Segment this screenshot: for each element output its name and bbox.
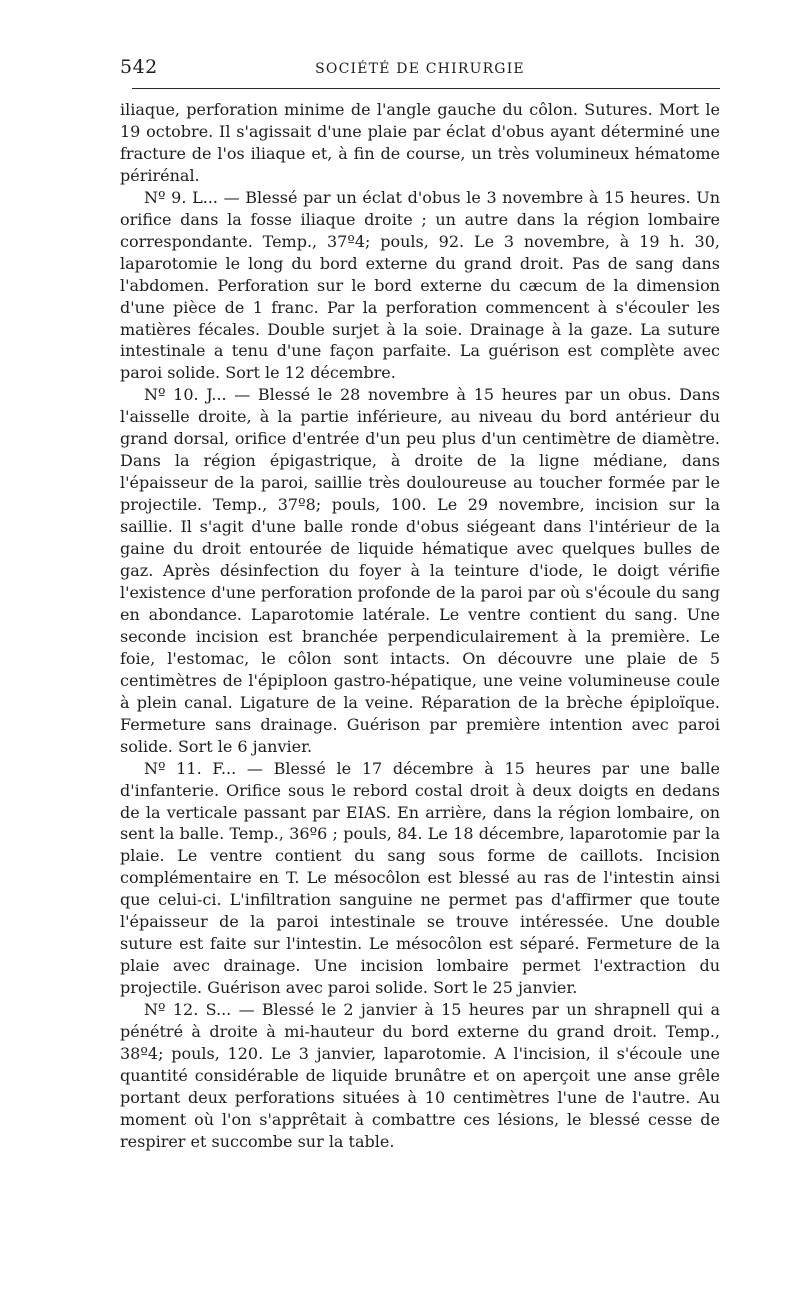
paragraph-case-12: Nº 12. S... — Blessé le 2 janvier à 15 heures par un shrapnell qui a pénétré à droite à mi-hauteur du bord externe du grand droit. Temp., 38º4; pouls, 120. Le 3 janvier, laparotomie. A l'incision, il s'écoule une quantité considérable de liquide brunâtre et on aperçoit une anse grêle portant deux perforations situées à 10 centimètres l'une de l'autre. Au moment où l'on s'apprêtait à combattre ces lésions, le blessé cesse de respirer et succombe sur la table. (120, 1000, 720, 1151)
page-number: 542 (120, 56, 158, 78)
paragraph-case-10: Nº 10. J... — Blessé le 28 novembre à 15 heures par un obus. Dans l'aisselle droite, à la partie inférieure, au niveau du bord antérieur du grand dorsal, orifice d'entrée d'un peu plus d'un centimètre de diamètre. Dans la région épigastrique, à droite de la ligne médiane, dans l'épaisseur de la paroi, saillie très douloureuse au toucher formée par le projectile. Temp., 37º8; pouls, 100. Le 29 novembre, incision sur la saillie. Il s'agit d'une balle ronde d'obus siégeant dans l'intérieur de la gaine du droit entourée de liquide hématique avec quelques bulles de gaz. Après désinfection du foyer à la teinture d'iode, le doigt vérifie l'existence d'une perforation profonde de la paroi par où s'écoule du sang en abondance. Laparotomie latérale. Le ventre contient du sang. Une seconde incision est branchée perpendiculairement à la première. Le foie, l'estomac, le côlon sont intacts. On découvre une plaie de 5 centimètres de l'épiploon gastro-hépatique, une veine volumineuse coule à plein canal. Ligature de la veine. Réparation de la brèche épiploïque. Fermeture sans drainage. Guérison par première intention avec paroi solide. Sort le 6 janvier. (120, 385, 720, 756)
running-title: SOCIÉTÉ DE CHIRURGIE (315, 61, 525, 77)
page-header (120, 52, 720, 86)
paragraph-continuation: iliaque, perforation minime de l'angle gauche du côlon. Sutures. Mort le 19 octobre. Il s'agissait d'une plaie par éclat d'obus ayant déterminé une fracture de l'os iliaque et, à fin de course, un très volumineux hématome périrénal. (120, 100, 720, 185)
header-rule (132, 88, 720, 89)
body-text (120, 99, 720, 1153)
document-page (120, 52, 720, 1153)
paragraph-case-9: Nº 9. L... — Blessé par un éclat d'obus le 3 novembre à 15 heures. Un orifice dans la fosse iliaque droite ; un autre dans la région lombaire correspondante. Temp., 37º4; pouls, 92. Le 3 novembre, à 19 h. 30, laparotomie le long du bord externe du grand droit. Pas de sang dans l'abdomen. Perforation sur le bord externe du cæcum de la dimension d'une pièce de 1 franc. Par la perforation commencent à s'écouler les matières fécales. Double surjet à la soie. Drainage à la gaze. La suture intestinale a tenu d'une façon parfaite. La guérison est complète avec paroi solide. Sort le 12 décembre. (120, 187, 720, 383)
paragraph-case-11: Nº 11. F... — Blessé le 17 décembre à 15 heures par une balle d'infanterie. Orifice sous le rebord costal droit à deux doigts en dedans de la verticale passant par EIAS. En arrière, dans la région lombaire, on sent la balle. Temp., 36º6 ; pouls, 84. Le 18 décembre, laparotomie par la plaie. Le ventre contient du sang sous forme de caillots. Incision complémentaire en T. Le mésocôlon est blessé au ras de l'intestin ainsi que celui-ci. L'infiltration sanguine ne permet pas d'affirmer que toute l'épaisseur de la paroi intestinale se trouve intéressée. Une double suture est faite sur l'intestin. Le mésocôlon est séparé. Fermeture de la plaie avec drainage. Une incision lombaire permet l'extraction du projectile. Guérison avec paroi solide. Sort le 25 janvier. (120, 758, 720, 998)
